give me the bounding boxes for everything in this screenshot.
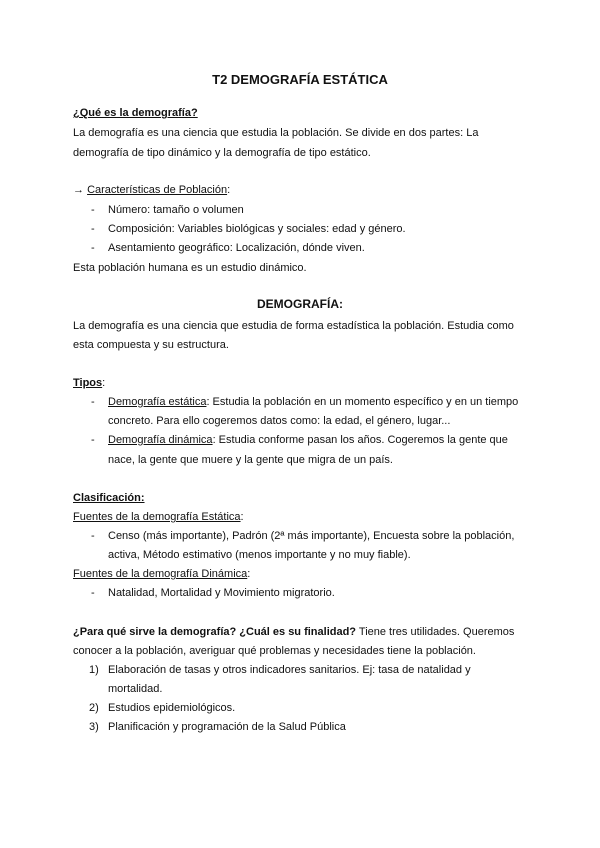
caracteristicas-item-3: Asentamiento geográfico: Localización, dónde viven. <box>108 242 365 254</box>
caracteristicas-heading <box>73 184 230 197</box>
caracteristicas-label: Características de Población <box>87 184 228 196</box>
fuentes-dinamica-colon: : <box>247 568 251 580</box>
caracteristicas-after: Esta población humana es un estudio dinámico. <box>73 262 307 274</box>
finalidad-line-1 <box>73 626 514 639</box>
bullet-dash: - <box>91 396 95 408</box>
bullet-dash: - <box>91 587 95 599</box>
caracteristicas-item-1: Número: tamaño o volumen <box>108 204 244 216</box>
finalidad-question: ¿Para qué sirve la demografía? ¿Cuál es su finalidad? <box>73 626 357 638</box>
bullet-dash: - <box>91 204 95 216</box>
page-title: T2 DEMOGRAFÍA ESTÁTICA <box>212 72 388 87</box>
bullet-dash: - <box>91 530 95 542</box>
tipos-item-2-line-2: nace, la gente que muere y la gente que migra de un país. <box>108 454 393 466</box>
fuentes-estatica-item-line-1: Censo (más importante), Padrón (2ª más importante), Encuesta sobre la población, <box>108 530 515 542</box>
finalidad-line-2: conocer a la población, averiguar qué problemas y necesidades tiene la población. <box>73 645 476 657</box>
fuentes-estatica-colon: : <box>240 511 244 523</box>
finalidad-item-3-number: 3) <box>89 721 99 733</box>
demografia-heading: DEMOGRAFÍA: <box>257 297 343 311</box>
tipos-label: Tipos <box>73 377 103 389</box>
tipos-heading <box>73 377 105 390</box>
caracteristicas-colon: : <box>227 184 231 196</box>
finalidad-item-1-line-2: mortalidad. <box>108 683 163 695</box>
caracteristicas-item-2: Composición: Variables biológicas y sociales: edad y género. <box>108 223 406 235</box>
q1-heading: ¿Qué es la demografía? <box>73 107 198 119</box>
fuentes-dinamica-label: Fuentes de la demografía Dinámica <box>73 568 248 580</box>
fuentes-estatica-heading <box>73 511 244 524</box>
tipos-item-2 <box>108 434 508 447</box>
demografia-line-2: esta compuesta y su estructura. <box>73 339 229 351</box>
finalidad-item-2-number: 2) <box>89 702 99 714</box>
fuentes-dinamica-heading <box>73 568 250 581</box>
tipos-item-1-term: Demografía estática <box>108 396 207 408</box>
finalidad-item-2: Estudios epidemiológicos. <box>108 702 236 714</box>
finalidad-item-1: Elaboración de tasas y otros indicadores sanitarios. Ej: tasa de natalidad y <box>108 664 471 676</box>
q1-line-1: La demografía es una ciencia que estudia la población. Se divide en dos partes: La <box>73 127 479 139</box>
finalidad-rest: Tiene tres utilidades. Queremos <box>356 626 515 638</box>
tipos-item-1-line-2: concreto. Para ello cogeremos datos como: la edad, el género, lugar... <box>108 415 451 427</box>
bullet-dash: - <box>91 434 95 446</box>
tipos-colon: : <box>102 377 106 389</box>
tipos-item-1-rest: : Estudia la población en un momento específico y en un tiempo <box>206 396 519 408</box>
tipos-item-2-rest: : Estudia conforme pasan los años. Cogeremos la gente que <box>212 434 508 446</box>
finalidad-item-3: Planificación y programación de la Salud Pública <box>108 721 346 733</box>
q1-line-2: demografía de tipo dinámico y la demografía de tipo estático. <box>73 147 371 159</box>
arrow-icon: → <box>73 184 84 196</box>
tipos-item-1 <box>108 396 518 409</box>
tipos-item-2-term: Demografía dinámica <box>108 434 213 446</box>
fuentes-estatica-label: Fuentes de la demografía Estática <box>73 511 241 523</box>
bullet-dash: - <box>91 223 95 235</box>
clasificacion-heading: Clasificación: <box>73 492 145 504</box>
bullet-dash: - <box>91 242 95 254</box>
demografia-line-1: La demografía es una ciencia que estudia de forma estadística la población. Estudia como <box>73 320 514 332</box>
fuentes-estatica-item-line-2: activa, Método estimativo (menos importante y no muy fiable). <box>108 549 411 561</box>
finalidad-item-1-number: 1) <box>89 664 99 676</box>
fuentes-dinamica-item: Natalidad, Mortalidad y Movimiento migratorio. <box>108 587 335 599</box>
